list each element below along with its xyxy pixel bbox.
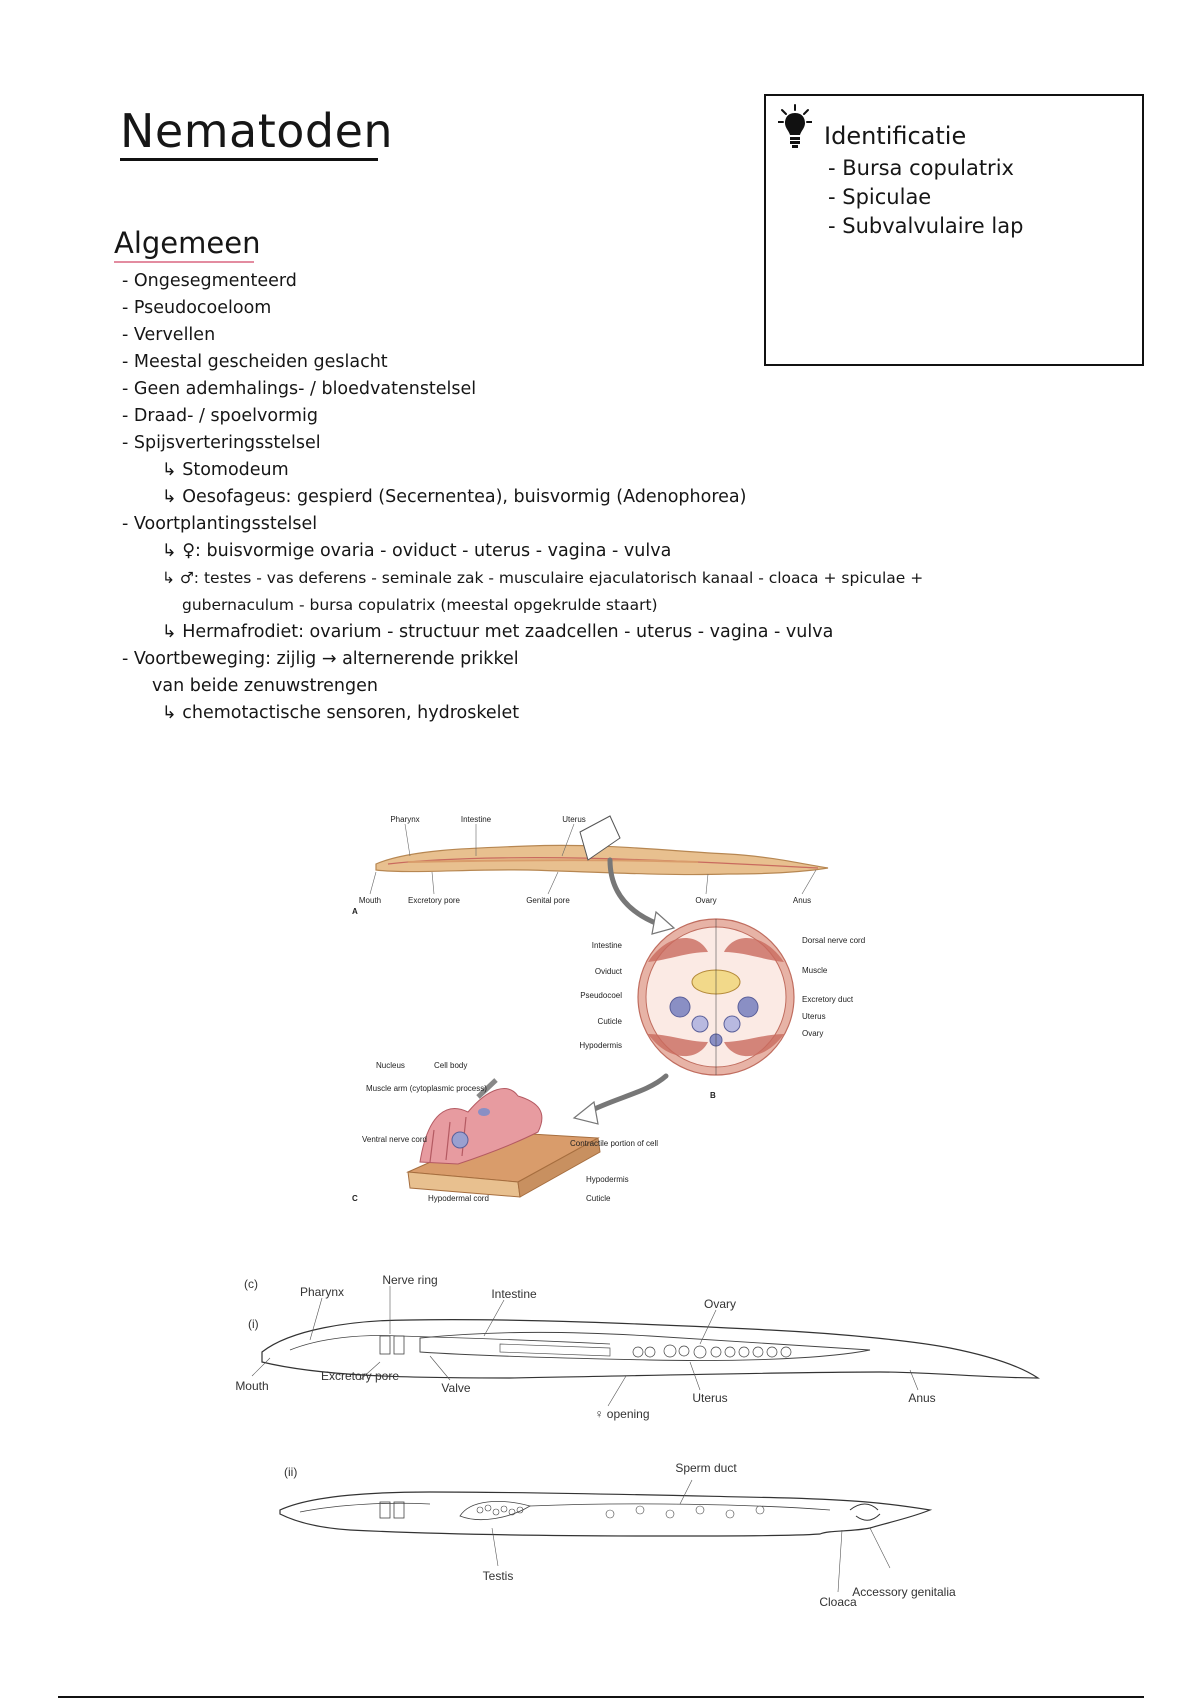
label-c-hypodermal-cord: Hypodermal cord — [428, 1194, 489, 1203]
label-m-cloaca: Cloaca — [819, 1595, 857, 1609]
label-intestine: Intestine — [460, 815, 492, 824]
label-f-valve: Valve — [441, 1381, 471, 1395]
identification-item: - Subvalvulaire lap — [828, 214, 1024, 238]
label-b-cuticle: Cuticle — [597, 1017, 622, 1026]
section-heading: Algemeen — [114, 226, 261, 260]
note-line: ↳ Hermafrodiet: ovarium - structuur met zaadcellen - uterus - vagina - vulva — [162, 622, 834, 642]
label-genital-pore: Genital pore — [526, 896, 570, 905]
label-f-nerve-ring: Nerve ring — [382, 1273, 438, 1287]
panel-a-letter: A — [352, 907, 358, 916]
identification-title: Identificatie — [824, 122, 967, 150]
page-title: Nematoden — [120, 104, 394, 158]
label-f-genital-opening: ♀ opening — [594, 1407, 650, 1421]
section-underline — [114, 261, 254, 263]
label-f-intestine: Intestine — [491, 1287, 537, 1301]
note-line: ↳ chemotactische sensoren, hydroskelet — [162, 703, 520, 723]
note-line: - Meestal gescheiden geslacht — [122, 352, 388, 372]
lightbulb-icon — [778, 104, 812, 150]
label-b-hypodermis: Hypodermis — [579, 1041, 622, 1050]
label-b-excretory-duct: Excretory duct — [802, 995, 854, 1004]
panel-b-letter: B — [710, 1091, 716, 1100]
label-b-uterus: Uterus — [802, 1012, 826, 1021]
note-line: - Vervellen — [122, 325, 216, 345]
label-c-ventral-nerve-cord: Ventral nerve cord — [362, 1135, 427, 1144]
label-c-nucleus: Nucleus — [376, 1061, 405, 1070]
note-line: - Pseudocoeloom — [122, 298, 272, 318]
label-c-muscle-arm: Muscle arm (cytoplasmic process) — [366, 1084, 487, 1093]
label-m-sperm-duct: Sperm duct — [675, 1461, 737, 1475]
female-nematode — [235, 1273, 1038, 1421]
note-line: ↳ ♀: buisvormige ovaria - oviduct - uterus - vagina - vulva — [162, 541, 672, 561]
label-m-accessory-genitalia: Accessory genitalia — [852, 1585, 956, 1599]
note-line: - Voortplantingsstelsel — [122, 514, 318, 534]
label-ovary: Ovary — [695, 896, 717, 905]
nematode-sex-figure — [230, 1266, 1050, 1646]
identification-item: - Spiculae — [828, 185, 932, 209]
label-f-mouth: Mouth — [235, 1379, 269, 1393]
label-f-ovary: Ovary — [703, 1297, 737, 1311]
label-b-ovary: Ovary — [802, 1029, 824, 1038]
label-excretory-pore: Excretory pore — [407, 896, 461, 905]
label-f-excretory-pore: Excretory pore — [320, 1369, 400, 1383]
note-line: ↳ Stomodeum — [162, 460, 289, 480]
male-label: (ii) — [284, 1465, 298, 1479]
identification-list — [828, 154, 1023, 241]
label-f-anus: Anus — [908, 1391, 936, 1405]
label-mouth: Mouth — [358, 896, 382, 905]
note-line: ↳ ♂: testes - vas deferens - seminale zak - musculaire ejaculatorisch kanaal - cloaca + spiculae + — [162, 569, 924, 587]
label-c-contractile-portion: Contractile portion of cell — [570, 1139, 659, 1148]
figure2-panel-label: (c) — [244, 1277, 258, 1291]
bottom-rule — [58, 1696, 1144, 1698]
note-line: - Geen ademhalings- / bloedvatenstelsel — [122, 379, 477, 399]
label-b-dorsal-nerve-cord: Dorsal nerve cord — [802, 936, 866, 945]
label-b-muscle: Muscle — [802, 966, 828, 975]
label-c-hypodermis: Hypodermis — [586, 1175, 629, 1184]
label-f-pharynx: Pharynx — [299, 1285, 345, 1299]
label-b-oviduct: Oviduct — [594, 967, 622, 976]
note-line: - Ongesegmenteerd — [122, 271, 297, 291]
label-anus: Anus — [792, 896, 812, 905]
identification-box — [764, 94, 1144, 366]
note-line: - Spijsverteringsstelsel — [122, 433, 321, 453]
title-underline — [120, 158, 378, 161]
note-line: gubernaculum - bursa copulatrix (meestal opgekrulde staart) — [182, 596, 658, 614]
male-nematode — [280, 1461, 956, 1609]
label-uterus: Uterus — [562, 815, 586, 824]
panel-c-muscle-cell — [352, 1061, 658, 1203]
label-f-uterus: Uterus — [692, 1391, 728, 1405]
panel-b-cross-section — [579, 919, 865, 1100]
panel-c-letter: C — [352, 1194, 358, 1203]
note-line: - Voortbeweging: zijlig → alternerende prikkel — [122, 649, 519, 669]
female-label: (i) — [248, 1317, 259, 1331]
identification-item: - Bursa copulatrix — [828, 156, 1014, 180]
note-line: - Draad- / spoelvormig — [122, 406, 318, 426]
note-line: ↳ Oesofageus: gespierd (Secernentea), buisvormig (Adenophorea) — [162, 487, 747, 507]
label-b-pseudocoel: Pseudocoel — [580, 991, 622, 1000]
nematode-anatomy-figure — [348, 812, 908, 1217]
label-m-testis: Testis — [482, 1569, 514, 1583]
label-pharynx: Pharynx — [390, 815, 420, 824]
label-b-intestine: Intestine — [591, 941, 622, 950]
panel-a-worm — [352, 815, 828, 916]
note-line: van beide zenuwstrengen — [152, 676, 378, 696]
label-c-cuticle: Cuticle — [586, 1194, 611, 1203]
label-c-cell-body: Cell body — [434, 1061, 468, 1070]
